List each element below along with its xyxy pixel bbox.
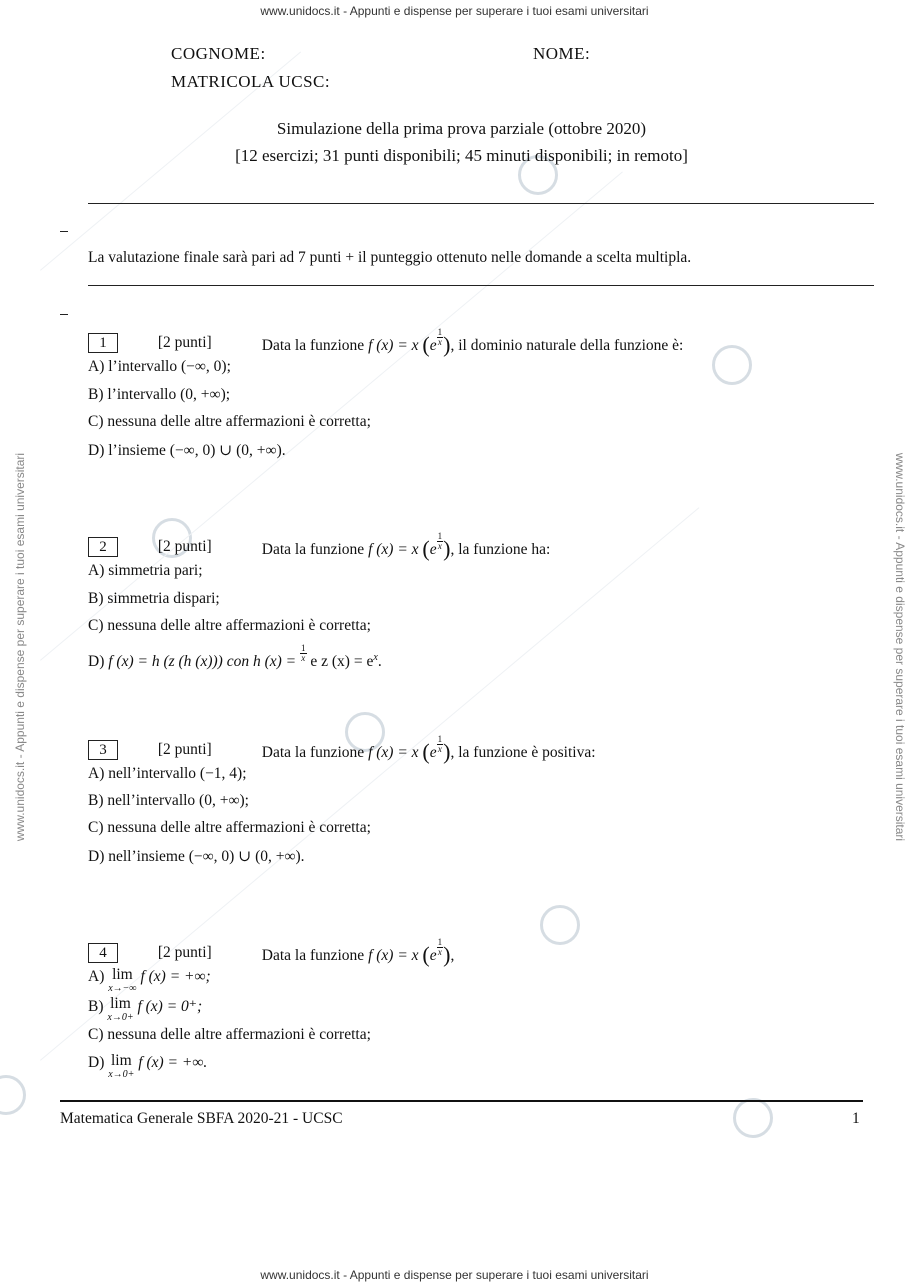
question-header [88,327,684,357]
footer-rule [60,1100,863,1102]
question-header [88,531,551,561]
option-d: D) nell’insieme (−∞, 0) ∪ (0, +∞). [88,848,305,865]
option-c: C) nessuna delle altre affermazioni è corretta; [88,1026,371,1043]
stem-text: Data la funzione [261,743,365,761]
question-stem [262,532,551,562]
watermark-logo-icon [733,1098,773,1138]
separator-line [88,203,874,204]
option-a: A) lim x→−∞ f (x) = +∞; [88,966,211,994]
option-c: C) nessuna delle altre affermazioni è corretta; [88,413,371,430]
option-a: A) simmetria pari; [88,562,203,579]
page-number: 1 [852,1110,860,1127]
stem-tail: , il dominio naturale della funzione è: [450,336,684,354]
student-id-label: MATRICOLA UCSC: [171,72,331,91]
option-b: B) nell’intervallo (0, +∞); [88,792,249,809]
composition-formula: f (x) = h (z (h (x))) con h (x) = [108,652,297,670]
question-points: [2 punti] [157,943,212,961]
question-points: [2 punti] [157,537,212,555]
function-formula: f (x) = x (e $\frac{1}{x}$ ) [368,327,451,357]
option-b: B) l’intervallo (0, +∞); [88,386,231,403]
question-points: [2 punti] [157,740,212,758]
separator-line [88,285,874,286]
question-number: 2 [88,537,118,557]
stem-tail: , la funzione ha: [450,540,551,558]
surname-label: COGNOME: [171,44,266,63]
question-header [88,937,455,967]
separator-dash [60,231,68,232]
question-stem [262,938,455,968]
question-number: 4 [88,943,118,963]
option-b: B) lim x→0+ f (x) = 0⁺; [88,995,203,1023]
option-a: A) l’intervallo (−∞, 0); [88,358,231,375]
watermark-logo-icon [0,1075,26,1115]
stem-text: Data la funzione [261,540,365,558]
option-d: D) lim x→0+ f (x) = +∞. [88,1052,208,1080]
watermark-left: www.unidocs.it - Appunti e dispense per superare i tuoi esami universitari [13,452,27,842]
option-d: D) f (x) = h (z (h (x))) con h (x) = $\frac{1}{x}$ e z $(x) = e^x$. [88,643,382,670]
watermark-logo-icon [540,905,580,945]
watermark-bottom: www.unidocs.it - Appunti e dispense per superare i tuoi esami universitari [260,1268,649,1282]
question-number: 3 [88,740,118,760]
stem-tail: , la funzione è positiva: [450,743,596,761]
footer-course: Matematica Generale SBFA 2020-21 - UCSC [60,1110,343,1127]
separator-dash [60,314,68,315]
watermark-right: www.unidocs.it - Appunti e dispense per superare i tuoi esami universitari [893,452,907,842]
option-b: B) simmetria dispari; [88,590,220,607]
function-formula: f (x) = x (e $\frac{1}{x}$ ) [368,531,451,561]
stem-text: Data la funzione [261,336,365,354]
grading-note: La valutazione finale sarà pari ad 7 punti + il punteggio ottenuto nelle domande a scelta multipla. [88,249,692,266]
exam-title: Simulazione della prima prova parziale (ottobre 2020) [276,119,647,138]
question-stem [262,328,684,358]
exam-subtitle: [12 esercizi; 31 punti disponibili; 45 minuti disponibili; in remoto] [235,146,688,165]
function-formula: f (x) = x (e $\frac{1}{x}$ ) [368,937,451,967]
option-d: D) l’insieme (−∞, 0) ∪ (0, +∞). [88,442,286,459]
function-formula: f (x) = x (e $\frac{1}{x}$ ) [368,734,451,764]
watermark-top: www.unidocs.it - Appunti e dispense per superare i tuoi esami universitari [260,4,649,18]
question-points: [2 punti] [157,333,212,351]
watermark-logo-icon [712,345,752,385]
option-a: A) nell’intervallo (−1, 4); [88,765,247,782]
option-c: C) nessuna delle altre affermazioni è corretta; [88,819,371,836]
name-label: NOME: [533,44,591,63]
question-stem [262,735,596,765]
stem-text: Data la funzione [261,946,365,964]
question-header [88,734,596,764]
option-c: C) nessuna delle altre affermazioni è corretta; [88,617,371,634]
question-number: 1 [88,333,118,353]
stem-tail: , [450,946,455,964]
